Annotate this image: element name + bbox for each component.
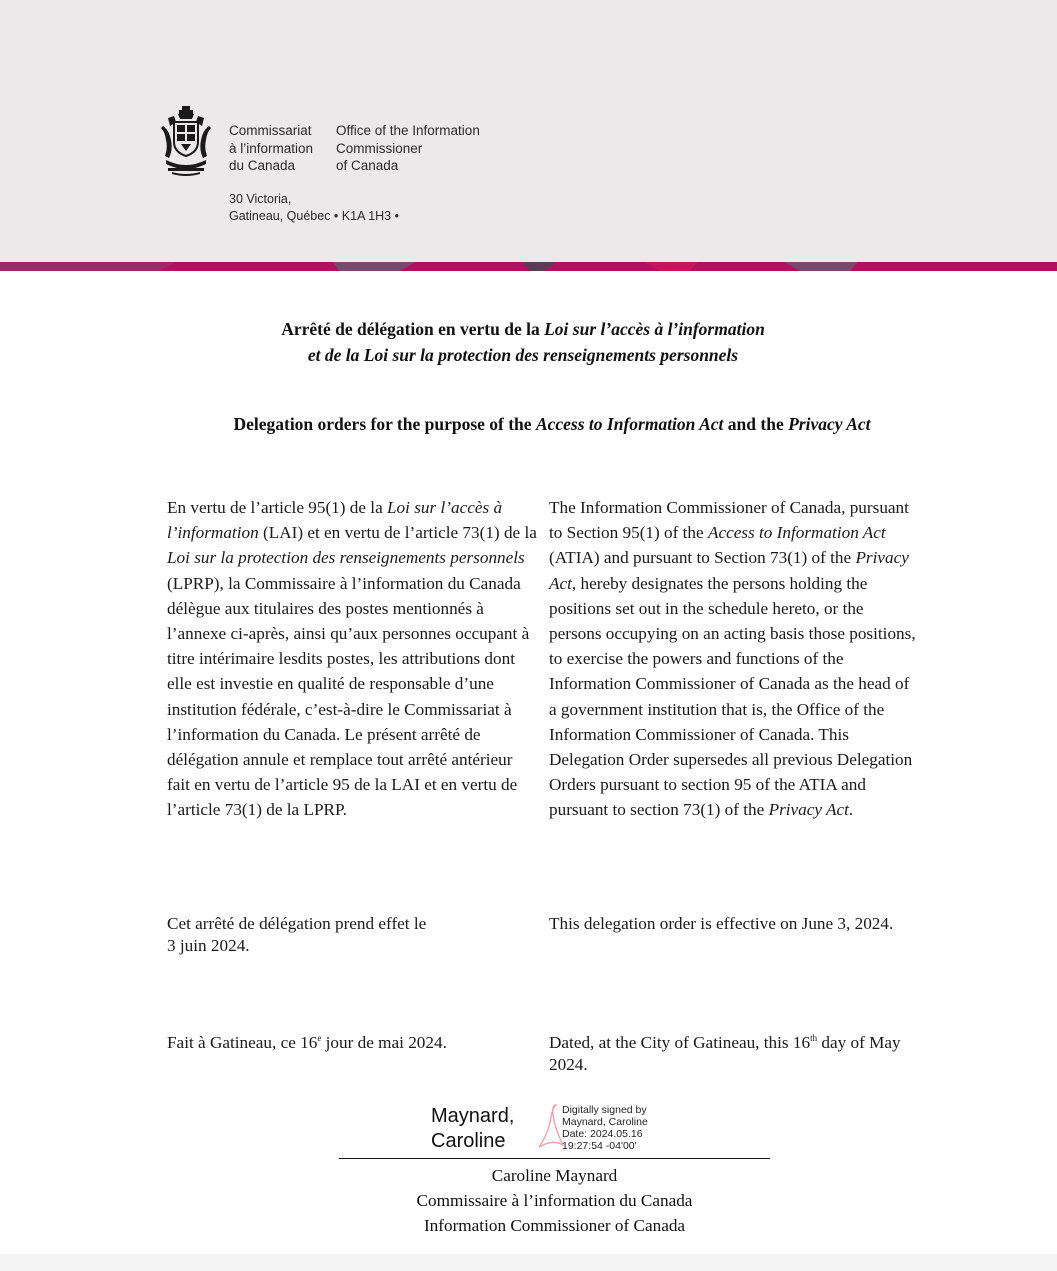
signature-line (339, 1158, 770, 1159)
en-dated-sup: th (810, 1033, 818, 1043)
fr-text: (LAI) et en vertu de l’article 73(1) de la (258, 523, 537, 543)
org-en-line: of Canada (336, 158, 399, 173)
french-effective-date (167, 913, 537, 956)
fr-act-name: Loi sur la protection des renseignements personnels (167, 548, 525, 568)
title-en-act: Privacy Act (788, 414, 871, 434)
fr-dated-text: jour de mai 2024. (321, 1033, 447, 1052)
en-text: (ATIA) and pursuant to Section 73(1) of the (549, 548, 856, 568)
english-dated (549, 1032, 919, 1075)
org-name-fr (229, 122, 313, 175)
signatory-title-en: Information Commissioner of Canada (423, 1216, 686, 1236)
signatory-title-fr: Commissaire à l’information du Canada (416, 1191, 693, 1211)
english-paragraph-main (549, 495, 919, 823)
french-dated (167, 1032, 537, 1054)
fr-text: (LPRP), la Commissaire à l’information du Canada délègue aux titulaires des postes mentionnés à l’annexe ci-après, ainsi qu’aux personnes occupant à titre intérimaire lesdits postes, les attributions dont elle est investie en qualité de responsable d’une institution fédérale, c’est-à-dire le Commissariat à l’information du Canada. Le présent arrêté de délégation annule et remplace tout arrêté antérieur fait en vertu de l’article 95 de la LAI et en vertu de l’article 73(1) de la LPRP. (167, 573, 530, 820)
en-act-name: Privacy Act (768, 800, 849, 820)
letterhead (0, 0, 1057, 262)
org-fr-line: du Canada (229, 158, 296, 173)
en-act-name: Access to Information Act (707, 523, 886, 543)
title-fr-line2 (0, 342, 1046, 368)
signature-name-line: Caroline (431, 1130, 506, 1152)
org-en-line: Office of the Information (336, 123, 480, 138)
fr-dated-sup: e (317, 1033, 322, 1043)
org-fr-line: Commissariat (229, 123, 312, 138)
en-text: The Information Commissioner of Canada, pursuant to Section 95(1) of the (549, 498, 909, 543)
fr-act-name: Loi sur l’accès à l’information (167, 498, 503, 543)
title-en-text: and the (723, 414, 789, 434)
coat-of-arms-icon (160, 104, 212, 176)
en-dated-text: Dated, at the City of Gatineau, this 16 (549, 1033, 811, 1052)
fr-effective-line: Cet arrêté de délégation prend effet le (167, 914, 427, 933)
en-dated-text: day of May 2024. (549, 1033, 901, 1074)
fr-effective-line: 3 juin 2024. (167, 935, 250, 955)
en-act-name: Privacy Act (549, 548, 909, 593)
title-fr-text: Arrêté de délégation en vertu de la (281, 319, 545, 339)
title-french (0, 316, 1046, 368)
english-effective-date: This delegation order is effective on June 3, 2024. (549, 914, 894, 933)
fr-dated-text: Fait à Gatineau, ce 16 (167, 1033, 318, 1052)
stripe-top-fade (0, 259, 1057, 262)
org-en-line: Commissioner (336, 140, 423, 156)
digital-signature-line: 19:27:54 -04'00' (562, 1140, 637, 1152)
title-fr-text: et de la (307, 345, 364, 365)
french-paragraph-main (167, 495, 537, 823)
digital-signature-line: Digitally signed by (562, 1104, 647, 1116)
title-fr-line1 (0, 316, 1046, 342)
title-fr-act: Loi sur la protection des renseignements personnels (363, 345, 739, 365)
digital-signature-line: Maynard, Caroline (562, 1116, 648, 1128)
address-line: 30 Victoria, (229, 192, 292, 206)
org-fr-line: à l’information (229, 140, 314, 156)
title-fr-act: Loi sur l’accès à l’information (544, 319, 765, 339)
fr-text: En vertu de l’article 95(1) de la (167, 498, 387, 517)
signature-name-line: Maynard, (431, 1105, 515, 1127)
org-name-en (336, 122, 480, 175)
signatory-block (339, 1163, 770, 1239)
decorative-stripe (0, 259, 1057, 271)
signatory-name: Caroline Maynard (491, 1166, 618, 1185)
en-text: , hereby designates the persons holding the positions set out in the schedule hereto, or the persons occupying on an acting basis those positions, to exercise the powers and functions of the Information Commissioner of Canada as the head of a government institution that is, the Office of the Information Commissioner of Canada. This Delegation Order supersedes all previous Delegation Orders pursuant to section 95 of the ATIA and pursuant to section 73(1) of the (549, 573, 916, 820)
en-text: . (848, 800, 854, 820)
address (229, 191, 399, 225)
title-en-act: Access to Information Act (535, 414, 724, 434)
digital-signature-line: Date: 2024.05.16 (562, 1128, 643, 1140)
digital-signature-details (562, 1104, 648, 1152)
signature-name (431, 1104, 514, 1154)
title-english (0, 411, 1057, 437)
address-line: Gatineau, Québec • K1A 1H3 • (229, 209, 399, 223)
title-en-text: Delegation orders for the purpose of the (233, 414, 536, 434)
